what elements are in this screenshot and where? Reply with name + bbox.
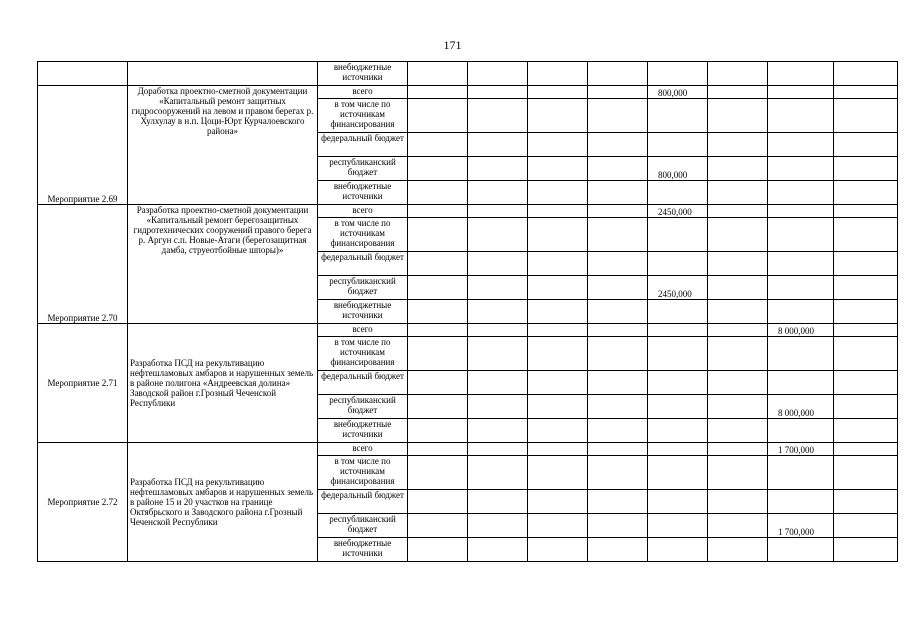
measure-description: Разработка ПСД на рекультивацию нефтешламовых амбаров и нарушенных земель в районе полигона «Андреевская долина» Заводской район г.Грозный Чеченской Республики <box>128 324 318 443</box>
source-extra: внебюджетные источники <box>318 419 408 443</box>
source-incl: в том числе по источникам финансирования <box>318 337 408 371</box>
source-incl: в том числе по источникам финансирования <box>318 456 408 490</box>
measure-description: Доработка проектно-сметной документации «Капитальный ремонт защитных гидросооружений на левом и правом берегах р. Хулхулау в н.п. Цоци-Юрт Курчалоевского района» <box>128 86 318 205</box>
label-cell <box>38 62 128 86</box>
source-extra: внебюджетные источники <box>318 538 408 562</box>
value-total: 8 000,000 <box>768 324 834 337</box>
source-fed: федеральный бюджет <box>318 133 408 157</box>
source-rep: республиканский бюджет <box>318 395 408 419</box>
table-row <box>38 86 898 99</box>
measure-label: Мероприятие 2.71 <box>38 324 128 443</box>
source-total: всего <box>318 86 408 99</box>
source-fed: федеральный бюджет <box>318 371 408 395</box>
table-row <box>38 62 898 86</box>
value-rep: 2450,000 <box>648 276 708 300</box>
source-incl: в том числе по источникам финансирования <box>318 218 408 252</box>
value-total: 2450,000 <box>648 205 708 218</box>
source-fed: федеральный бюджет <box>318 490 408 514</box>
measure-label: Мероприятие 2.70 <box>38 205 128 324</box>
source-rep: республиканский бюджет <box>318 157 408 181</box>
source-total: всего <box>318 443 408 456</box>
measure-description: Разработка ПСД на рекультивацию нефтешламовых амбаров и нарушенных земель в районе 15 и 20 участков на границе Октябрьского и Заводского района г.Грозный Чеченской Республики <box>128 443 318 562</box>
measure-label: Мероприятие 2.69 <box>38 86 128 205</box>
measure-description: Разработка проектно-сметной документации «Капитальный ремонт берегозащитных гидротехнических сооружений правого берега р. Аргун с.п. Новые-Атаги (берегозащитная дамба, струеотбойные шпоры)» <box>128 205 318 324</box>
table-row <box>38 205 898 218</box>
value-rep: 800,000 <box>648 157 708 181</box>
source-fed: федеральный бюджет <box>318 252 408 276</box>
desc-cell <box>128 62 318 86</box>
value-total: 800,000 <box>648 86 708 99</box>
source-total: всего <box>318 324 408 337</box>
value-rep: 8 000,000 <box>768 395 834 419</box>
source-extra: внебюджетные источники <box>318 181 408 205</box>
value-total: 1 700,000 <box>768 443 834 456</box>
source-extra: внебюджетные источники <box>318 300 408 324</box>
value-rep: 1 700,000 <box>768 514 834 538</box>
source-total: всего <box>318 205 408 218</box>
page-number: 171 <box>443 38 462 52</box>
source-rep: республиканский бюджет <box>318 514 408 538</box>
measure-label: Мероприятие 2.72 <box>38 443 128 562</box>
source-extra: внебюджетные источники <box>318 62 408 86</box>
source-rep: республиканский бюджет <box>318 276 408 300</box>
source-incl: в том числе по источникам финансирования <box>318 99 408 133</box>
table-row <box>38 443 898 456</box>
table-row <box>38 324 898 337</box>
budget-table <box>37 61 898 562</box>
